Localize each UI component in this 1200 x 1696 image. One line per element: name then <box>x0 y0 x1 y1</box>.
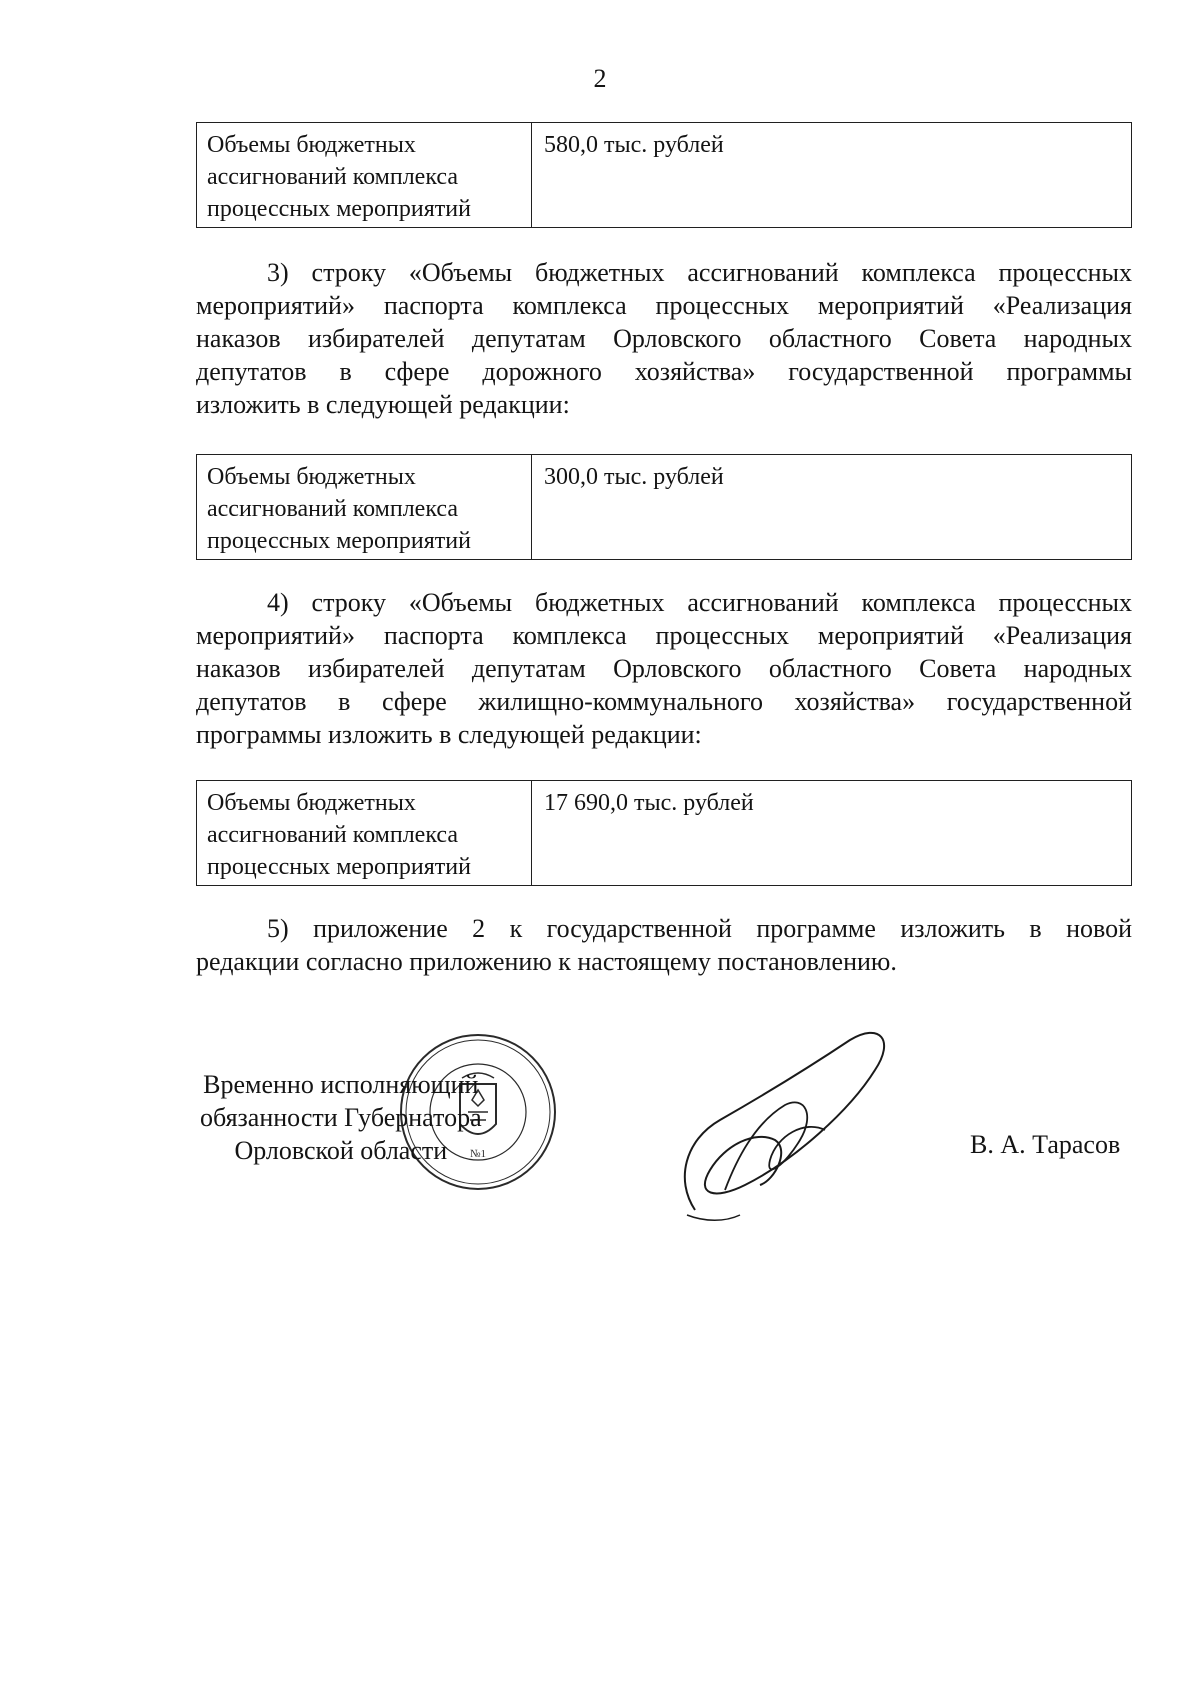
handwritten-signature <box>665 1010 905 1230</box>
paragraph-line: программы изложить в следующей редакции: <box>196 720 702 749</box>
table-label-line: Объемы бюджетных <box>207 790 416 816</box>
paragraph-line: мероприятий» паспорта комплекса процессных мероприятий «Реализация <box>196 291 1132 320</box>
paragraph-item-4 <box>196 586 1132 751</box>
table-label-cell <box>197 123 532 227</box>
paragraph-line: депутатов в сфере жилищно-коммунального хозяйства» государственной <box>196 687 1132 716</box>
signatory-title-line: Временно исполняющий <box>203 1070 479 1099</box>
signatory-title-line: Орловской области <box>234 1136 448 1165</box>
paragraph-line: 4) строку «Объемы бюджетных ассигнований комплекса процессных <box>267 588 1132 617</box>
paragraph-line: 5) приложение 2 к государственной программе изложить в новой <box>267 914 1132 943</box>
paragraph-line: 3) строку «Объемы бюджетных ассигнований комплекса процессных <box>267 258 1132 287</box>
table-label-line: Объемы бюджетных <box>207 464 416 490</box>
paragraph-line: наказов избирателей депутатам Орловского областного Совета народных <box>196 324 1132 353</box>
paragraph-item-5 <box>196 912 1132 978</box>
table-label-line: Объемы бюджетных <box>207 132 416 158</box>
table-label-line: процессных мероприятий <box>207 196 471 222</box>
table-label-cell <box>197 455 532 559</box>
table-label-line: ассигнований комплекса <box>207 164 458 190</box>
table-value-cell: 17 690,0 тыс. рублей <box>544 790 754 816</box>
page-number: 2 <box>593 64 607 93</box>
paragraph-line: изложить в следующей редакции: <box>196 390 570 419</box>
budget-table-3 <box>196 780 1132 886</box>
table-value-cell: 300,0 тыс. рублей <box>544 464 724 490</box>
table-label-line: процессных мероприятий <box>207 854 471 880</box>
budget-table-1 <box>196 122 1132 228</box>
paragraph-line: мероприятий» паспорта комплекса процессных мероприятий «Реализация <box>196 621 1132 650</box>
paragraph-line: депутатов в сфере дорожного хозяйства» государственной программы <box>196 357 1132 386</box>
signatory-title-line: обязанности Губернатора <box>200 1103 482 1132</box>
signatory-title <box>200 1068 482 1167</box>
table-value-cell: 580,0 тыс. рублей <box>544 132 724 158</box>
table-label-cell <box>197 781 532 885</box>
paragraph-item-3 <box>196 256 1132 421</box>
paragraph-line: наказов избирателей депутатам Орловского областного Совета народных <box>196 654 1132 683</box>
paragraph-line: редакции согласно приложению к настоящему постановлению. <box>196 947 897 976</box>
table-label-line: ассигнований комплекса <box>207 822 458 848</box>
budget-table-2 <box>196 454 1132 560</box>
signatory-name: В. А. Тарасов <box>970 1130 1121 1159</box>
table-label-line: процессных мероприятий <box>207 528 471 554</box>
table-label-line: ассигнований комплекса <box>207 496 458 522</box>
svg-text:№1: №1 <box>470 1148 486 1160</box>
